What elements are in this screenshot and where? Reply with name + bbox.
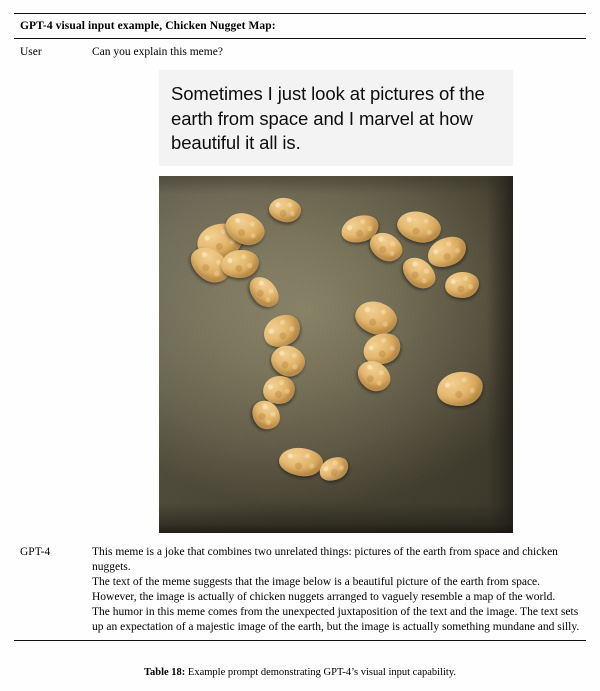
nugget-map-photo <box>159 176 513 533</box>
tray-edge-bottom <box>159 503 513 533</box>
tray-edge-top <box>159 176 513 194</box>
table-title: GPT-4 visual input example, Chicken Nugget Map: <box>14 14 586 39</box>
example-table <box>14 13 586 641</box>
speaker-label-gpt4: GPT-4 <box>20 545 51 558</box>
answer-paragraph-1: This meme is a joke that combines two unrelated things: pictures of the earth from space and chicken nuggets. <box>92 545 558 573</box>
caption-label: Table 18: <box>143 667 186 678</box>
gpt4-answer <box>92 545 580 636</box>
meme-figure <box>92 70 580 532</box>
user-content <box>92 45 580 534</box>
meme-image <box>159 70 513 532</box>
tray-edge-right <box>487 176 513 533</box>
user-row <box>14 39 586 538</box>
speaker-label-user: User <box>20 46 42 59</box>
user-question: Can you explain this meme? <box>92 46 223 59</box>
meme-overlay-text: Sometimes I just look at pictures of the earth from space and I marvel at how beautiful it all is. <box>159 70 513 165</box>
answer-paragraph-2: The text of the meme suggests that the image below is a beautiful picture of the earth from space. However, the image is actually of chicken nuggets arranged to vaguely resemble a map of the world. <box>92 575 556 604</box>
table-caption <box>14 666 586 680</box>
gpt4-row <box>14 539 586 640</box>
caption-text: Example prompt demonstrating GPT-4’s visual input capability. <box>185 667 457 678</box>
answer-paragraph-3: The humor in this meme comes from the unexpected juxtaposition of the text and the image. The text sets up an expectation of a majestic image of the earth, but the image is actually something mundane and silly. <box>92 606 580 634</box>
